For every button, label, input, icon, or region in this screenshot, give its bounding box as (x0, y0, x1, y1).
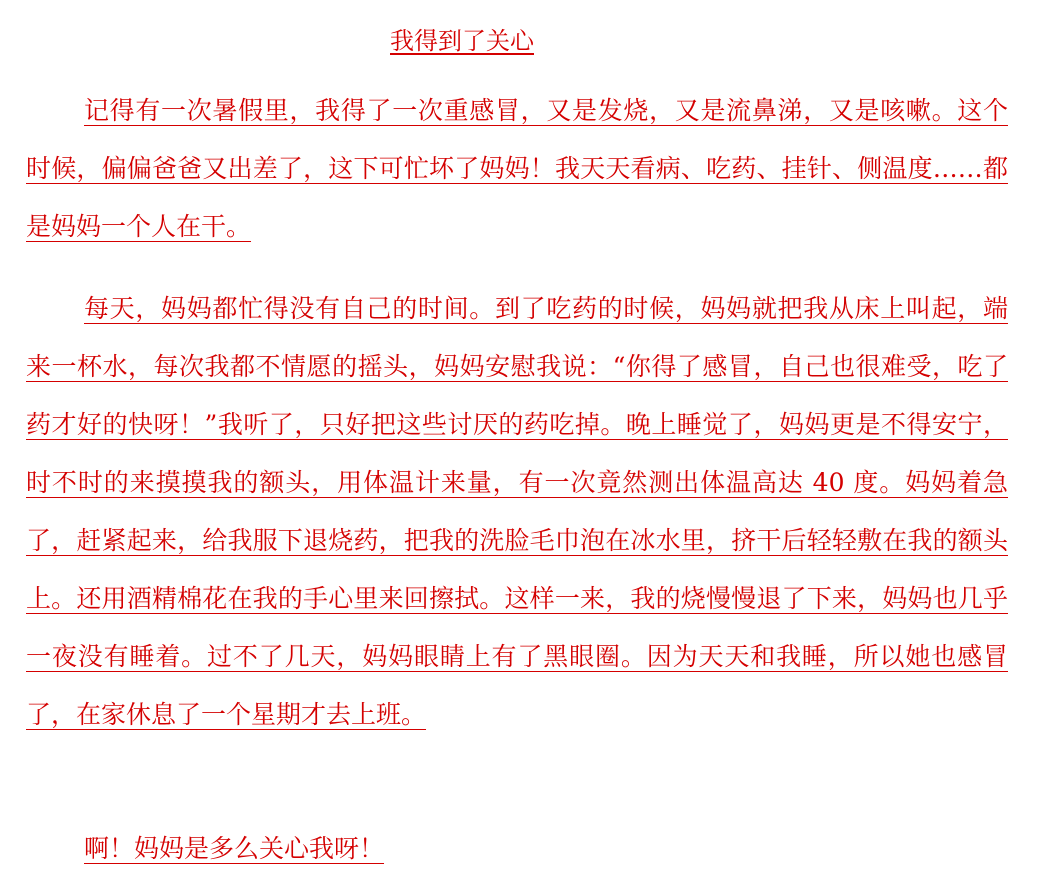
paragraph-2: 每天，妈妈都忙得没有自己的时间。到了吃药的时候，妈妈就把我从床上叫起，端来一杯水，每次我都不情愿的摇头，妈妈安慰我说：“你得了感冒，自己也很难受，吃了药才好的快呀！”我听了，只好把这些讨厌的药吃掉。晚上睡觉了，妈妈更是不得安宁，时不时的来摸摸我的额头，用体温计来量，有一次竟然测出体温高达 40 度。妈妈着急了，赶紧起来，给我服下退烧药，把我的洗脸毛巾泡在冰水里，挤干后轻轻敷在我的额头上。还用酒精棉花在我的手心里来回擦拭。这样一来，我的烧慢慢退了下来，妈妈也几乎一夜没有睡着。过不了几天，妈妈眼睛上有了黑眼圈。因为天天和我睡，所以她也感冒了，在家休息了一个星期才去上班。 (26, 294, 1008, 729)
paragraph-3: 啊！妈妈是多么关心我呀！ (84, 834, 385, 863)
essay-title: 我得到了关心 (390, 27, 534, 55)
paragraph-1: 记得有一次暑假里，我得了一次重感冒，又是发烧，又是流鼻涕，又是咳嗽。这个时候，偏偏爸爸又出差了，这下可忙坏了妈妈！我天天看病、吃药、挂针、侧温度……都是妈妈一个人在干。 (26, 96, 1008, 241)
